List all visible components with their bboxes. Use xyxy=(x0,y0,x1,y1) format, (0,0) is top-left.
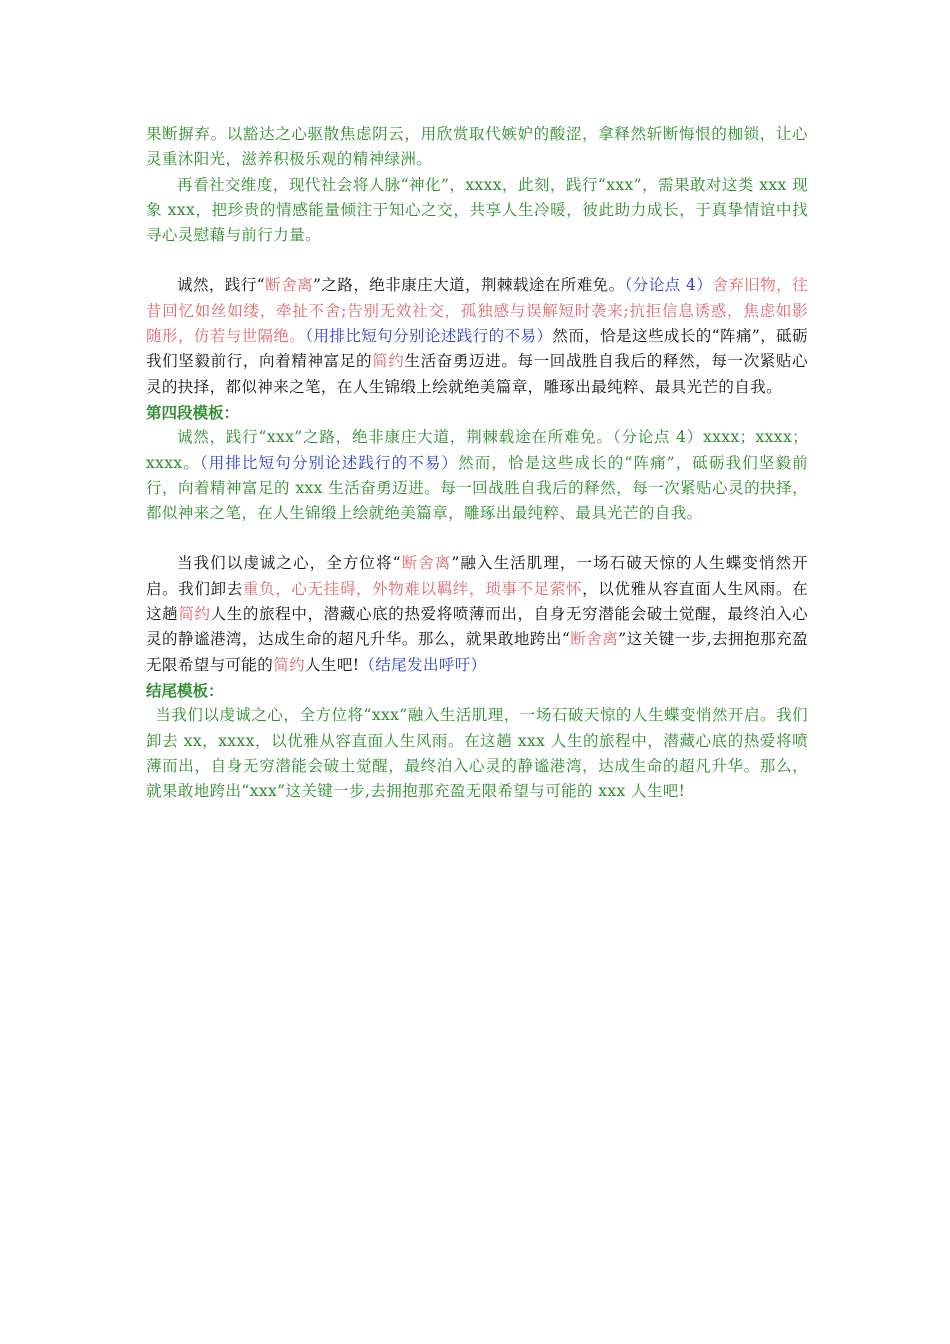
paragraph-social-dimension: 再看社交维度，现代社会将人脉“神化”，xxxx，此刻，践行“xxx”，需果敢对这类 xxx 现象 xxx，把珍贵的情感能量倾注于知心之交，共享人生冷暖，彼此助力成长，于真挚情谊中找寻心灵慰藉与前行力量。 xyxy=(146,175,808,245)
paragraph-gap xyxy=(146,526,808,551)
annotation-call: （结尾发出呼吁） xyxy=(359,655,487,674)
template-ending-text: 当我们以虔诚之心，全方位将“xxx”融入生活肌理，一场石破天惊的人生蝶变悄然开启。我们卸去 xx，xxxx，以优雅从容直面人生风雨。在这趟 xxx 人生的旅程中，潜藏心底的热爱将喷薄而出，自身无穷潜能会破土觉醒，最终泊入心灵的静谧港湾，达成生命的超凡升华。那么，就果敢地跨出“xxx”这关键一步,去拥抱那充盈无限希望与可能的 xxx 人生吧! xyxy=(146,706,808,801)
text-run: 人生吧! xyxy=(305,655,360,674)
paragraph-mindset-ending: 果断摒弃。以豁达之心驱散焦虑阴云，用欣赏取代嫉妒的酸涩，拿释然斩断悔恨的枷锁，让心灵重沐阳光，滋养积极乐观的精神绿洲。 xyxy=(146,125,808,169)
template-four-text xyxy=(146,425,808,526)
parallel-phrases: 重负，心无挂碍，外物难以羁绊，琐事不足萦怀 xyxy=(242,579,583,598)
text-run: ”融入生活肌理，一场石破天惊的人生蝶变悄然开启。我们卸去 xyxy=(146,554,809,598)
text-run: 然而，恰是这些成长的“阵痛”，砥砺我们坚毅前行，向着精神富足的 xxx 生活奋勇迈进。每一回战胜自我后的释然，每一次紧贴心灵的抉择，都似神来之笔，在人生锦缎上绘就绝美篇章，雕琢出最纯粹、最具光芒的自我。 xyxy=(146,453,809,523)
annotation-parallel: （用排比短句分别论述践行的不易） xyxy=(305,327,553,346)
text-run: 诚然，践行“xxx”之路，绝非康庄大道，荆棘载途在所难免。（分论点 4）xxxx；xxxx；xxxx。 xyxy=(146,428,808,472)
keyword-jianyue: 简约 xyxy=(273,655,306,674)
keyword-duansheli: 断舍离 xyxy=(570,630,619,649)
paragraph-ending xyxy=(146,551,808,677)
paragraph-four xyxy=(146,273,808,399)
keyword-duansheli: 断舍离 xyxy=(400,554,452,573)
text-run: 当我们以虔诚之心，全方位将“ xyxy=(177,554,401,573)
text-run: 然而，恰是这些成长的“阵痛”，砥砺我们坚毅前行，向着精神富足的 xyxy=(146,327,808,371)
keyword-jianyue: 简约 xyxy=(178,605,211,624)
parallel-sentences: 舍弃旧物，往昔回忆如丝如缕，牵扯不舍;告别无效社交，孤独感与误解短时袭来;抗拒信息诱惑，焦虑如影随形，仿若与世隔绝。 xyxy=(146,276,809,346)
document-page xyxy=(146,122,808,804)
keyword-jianyue: 简约 xyxy=(372,352,405,371)
template-four-heading: 第四段模板： xyxy=(146,402,240,422)
annotation-parallel: （用排比短句分别论述践行的不易） xyxy=(199,453,459,472)
annotation-point-4: （分论点 4） xyxy=(624,276,713,295)
template-ending-heading: 结尾模板： xyxy=(146,680,224,700)
text-run: 诚然，践行“ xyxy=(177,276,266,295)
text-run: ”这关键一步,去拥抱那充盈无限希望与可能的 xyxy=(146,630,808,674)
text-run: ，以优雅从容直面人生风雨。在这趟 xyxy=(146,579,809,624)
paragraph-gap xyxy=(146,248,808,273)
keyword-duansheli: 断舍离 xyxy=(265,276,314,295)
text-run: 生活奋勇迈进。每一回战胜自我后的释然，每一次紧贴心灵的抉择，都似神来之笔，在人生锦缎上绘就绝美篇章，雕琢出最纯粹、最具光芒的自我。 xyxy=(146,352,808,396)
text-run: ”之路，绝非康庄大道，荆棘载途在所难免。 xyxy=(313,276,625,295)
text-run: 人生的旅程中，潜藏心底的热爱将喷薄而出，自身无穷潜能会破土觉醒，最终泊入心灵的静谧港湾，达成生命的超凡升华。那么，就果敢地跨出“ xyxy=(146,605,808,649)
